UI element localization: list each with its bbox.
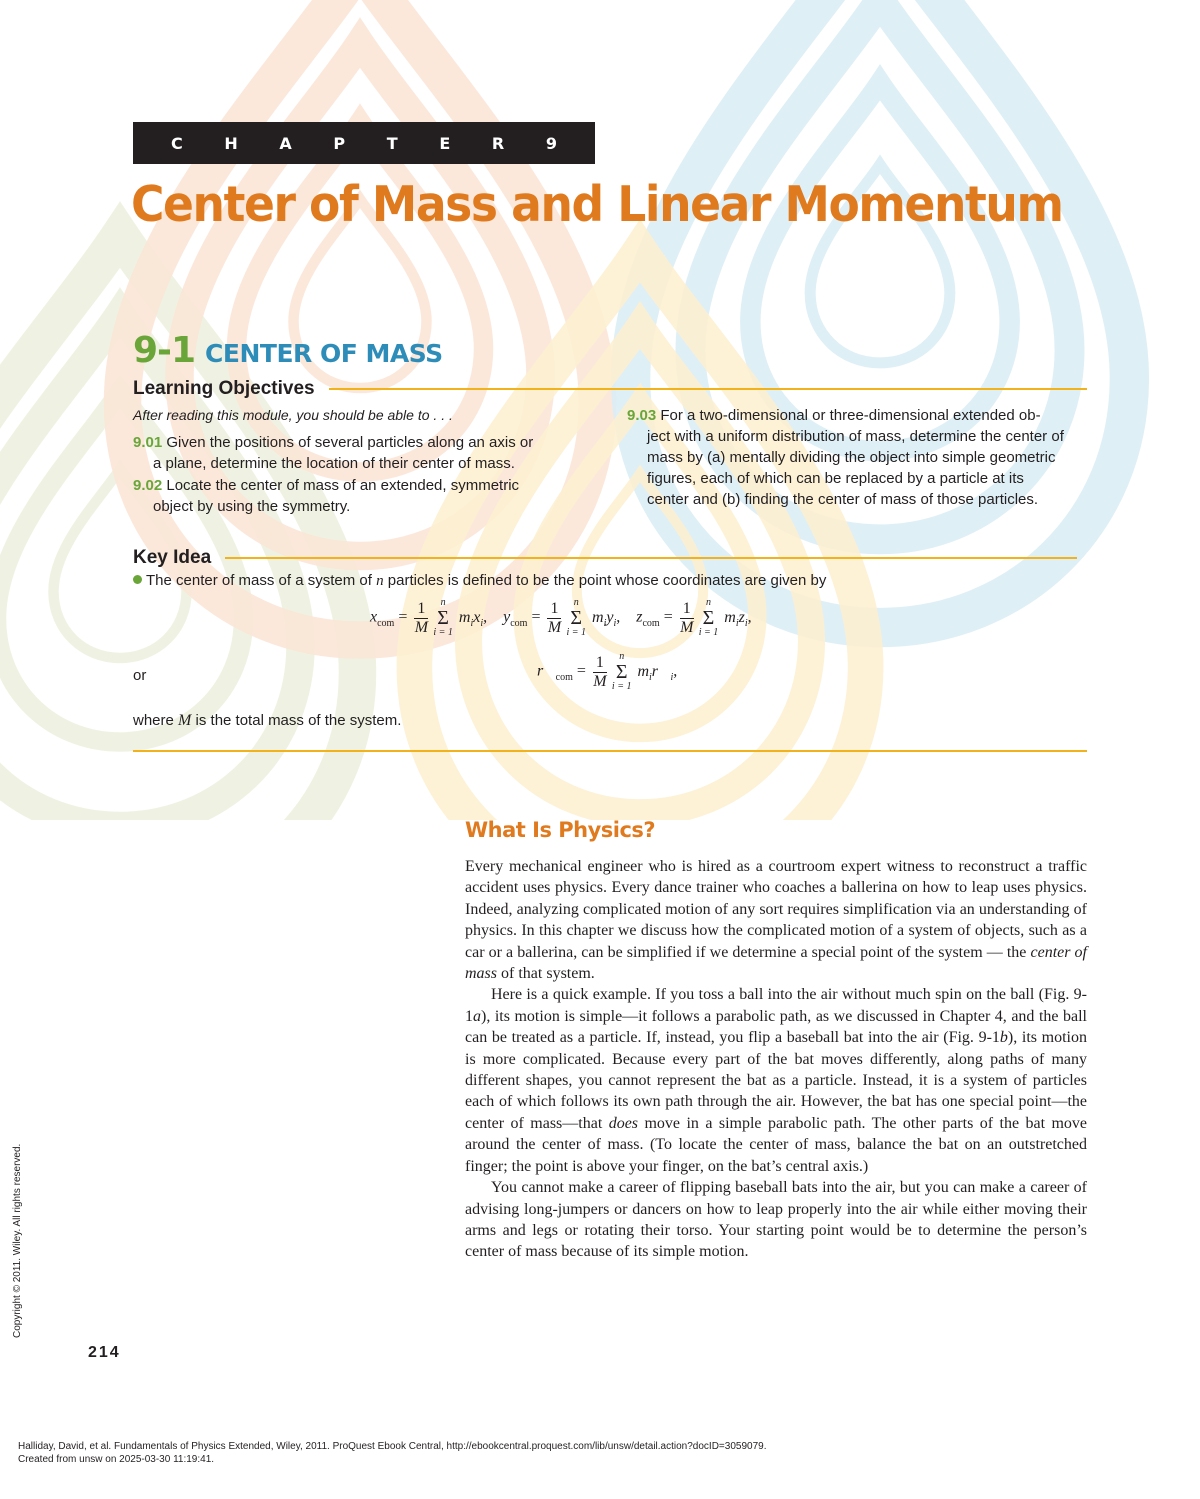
key-idea-label: Key Idea: [133, 547, 212, 568]
page-number: 214: [88, 1344, 121, 1361]
objective-number: 9.02: [133, 477, 163, 494]
equation-vector: $r⃗_{com}$ = $\frac{1}{M}$ n Σ i = 1 $m_ir⃗_i$,: [537, 651, 678, 692]
paragraph: Here is a quick example. If you toss a ball into the air without much spin on the ball (Fig. 9-1a), its motion is simple—it follows a parabolic path, as we discussed in Chapter 4, and the ball can be treated as a particle. If, instead, you flip a baseball bat into the air (Fig. 9-1b), its motion is more complicated. Because every part of the bat moves differently, along paths of many different shapes, you cannot represent the bat as a particle. Instead, it is a system of particles each of which follows its own path through the air. However, the bat has one special point—the center of mass—that does move in a simple parabolic path. The other parts of the bat move around the center of mass. (To locate the center of mass, balance the bat on an outstretched finger; the point is above your finger, on the bat’s central axis.): [465, 986, 1088, 1175]
key-idea-heading: [133, 547, 1077, 569]
chapter-letter: H: [224, 133, 238, 153]
objective-text: For a two-dimensional or three-dimensional extended ob-: [660, 407, 1041, 424]
chapter-number: 9: [545, 133, 557, 153]
learning-objectives-heading: [133, 378, 1087, 400]
objective-item: [627, 405, 1067, 510]
chapter-letter: P: [333, 133, 346, 153]
chapter-letter: T: [386, 133, 398, 153]
objective-text-continued: object by using the symmetry.: [153, 498, 351, 515]
heading-rule: [329, 388, 1087, 390]
citation-line: Halliday, David, et al. Fundamentals of Physics Extended, Wiley, 2011. ProQuest Ebook Central, http://ebookcentral.proquest.com/lib/unsw/detail.action?docID=3059079.: [18, 1441, 767, 1452]
chapter-letter: C: [171, 133, 183, 153]
equation-components: $x_{com}$ = $\frac{1}{M}$ n Σ i = 1 $m_ix_i$, $y_{com}$ = $\frac{1}{M}$ n Σ i = 1 $m_iy_i$, $z_{com}$ = $\frac{1}{M}$ n Σ i = 1 $m_iz_i$,: [370, 597, 752, 638]
chapter-title: Center of Mass and Linear Momentum: [131, 176, 1063, 233]
chapter-letter: E: [439, 133, 451, 153]
objective-text: Locate the center of mass of an extended, symmetric: [166, 477, 520, 494]
objective-item: [133, 432, 593, 474]
chapter-letter: A: [279, 133, 292, 153]
module-heading: [133, 330, 443, 371]
where-text: where M is the total mass of the system.: [133, 712, 402, 729]
chapter-letter: R: [491, 133, 505, 153]
objective-number: 9.03: [627, 407, 657, 424]
objective-item: [133, 475, 593, 517]
paragraph: Every mechanical engineer who is hired as a courtroom expert witness to reconstruct a traffic accident uses physics. Every dance trainer who coaches a ballerina on how to leap uses physics. Indeed, analyzing complicated motion of any sort requires simplification via an understanding of physics. In this chapter we discuss how the complicated motion of a system of objects, such as a car or a ballerina, can be simplified if we determine a special point of the system — the center of mass of that system.: [465, 858, 1087, 983]
objective-text: Given the positions of several particles along an axis or: [166, 434, 534, 451]
objective-number: 9.01: [133, 434, 163, 451]
objective-text-continued: ject with a uniform distribution of mass, determine the center of mass by (a) mentally dividing the object into simple geometric figures, each of which can be replaced by a particle at its center and (b) finding the center of mass of those particles.: [647, 428, 1064, 508]
variable-M: M: [178, 712, 192, 729]
citation: [18, 1440, 766, 1466]
body-text: [465, 856, 1087, 1263]
learning-objectives-label: Learning Objectives: [133, 378, 315, 399]
citation-line: Created from unsw on 2025-03-30 11:19:41.: [18, 1454, 215, 1465]
module-title: CENTER OF MASS: [205, 339, 443, 368]
section-title: What Is Physics?: [465, 818, 656, 842]
section-divider: [133, 750, 1087, 752]
objective-text-continued: a plane, determine the location of their center of mass.: [153, 455, 515, 472]
variable-n: n: [376, 573, 384, 589]
copyright-notice: Copyright © 2011. Wiley. All rights reserved.: [12, 1143, 23, 1338]
key-idea-bullet: The center of mass of a system of n particles is defined to be the point whose coordinates are given by: [133, 572, 826, 590]
or-text: or: [133, 667, 147, 684]
learning-objectives-intro: After reading this module, you should be able to . . .: [133, 407, 453, 423]
bullet-dot-icon: [133, 575, 142, 584]
chapter-banner: [133, 122, 595, 164]
heading-rule: [225, 557, 1077, 559]
paragraph: You cannot make a career of flipping baseball bats into the air, but you can make a career of advising long-jumpers or dancers on how to leap properly into the air while either moving their arms and legs or rotating their torso. Your starting point would be to determine the person’s center of mass because of its simple motion.: [465, 1179, 1087, 1261]
module-number: 9-1: [133, 330, 196, 371]
